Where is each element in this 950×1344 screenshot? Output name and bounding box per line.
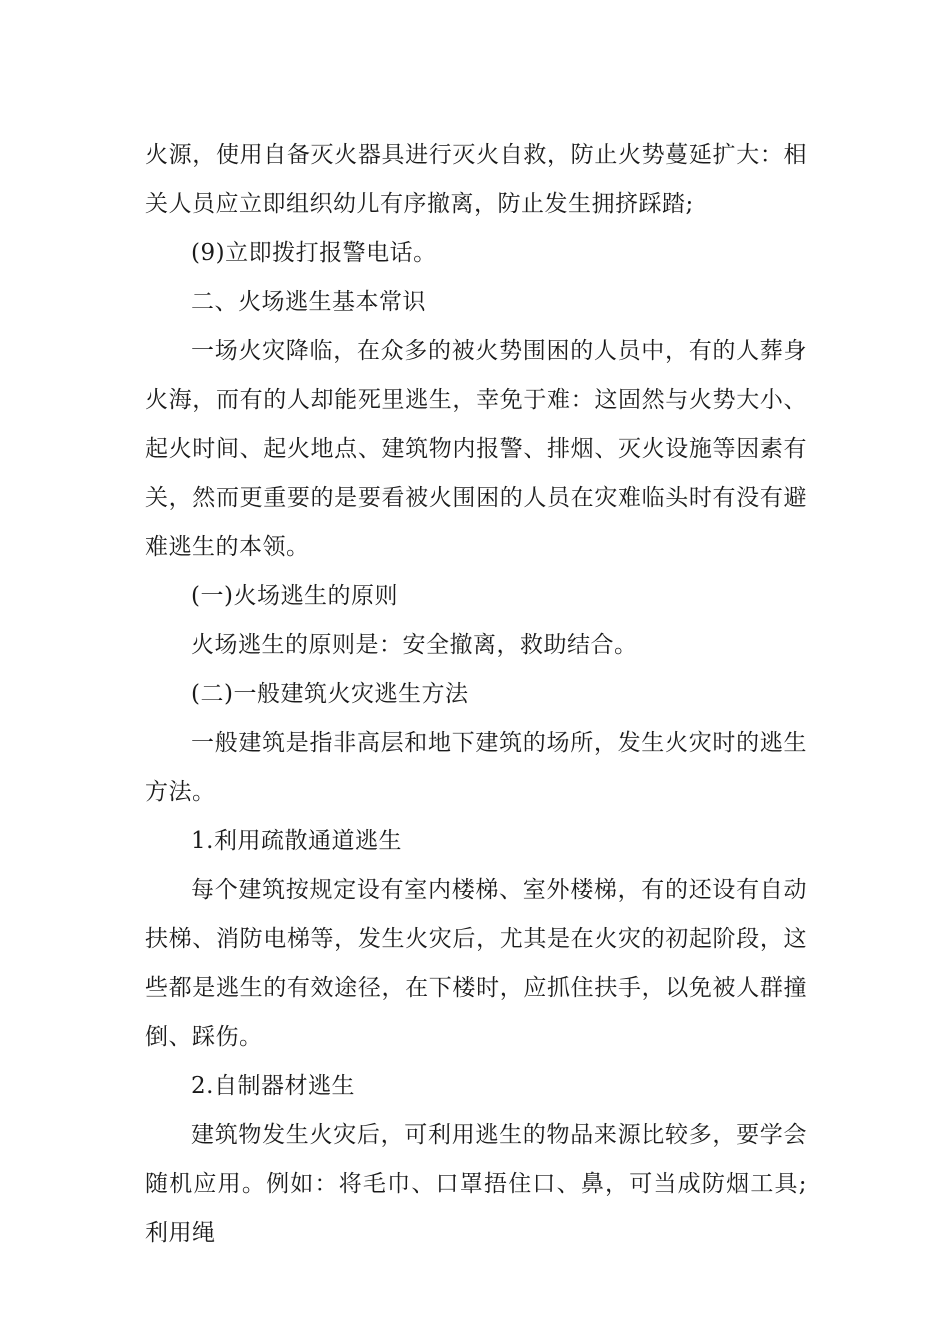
paragraph-improvised-equipment: 建筑物发生火灾后，可利用逃生的物品来源比较多，要学会随机应用。例如：将毛巾、口罩捂住口、鼻，可当成防烟工具;利用绳 xyxy=(145,1122,807,1246)
subheading-general-building-escape: (二)一般建筑火灾逃生方法 xyxy=(191,681,469,707)
section-heading-fire-escape-basics: 二、火场逃生基本常识 xyxy=(191,289,426,315)
paragraph-fire-source-continuation: 火源，使用自备灭火器具进行灭火自救，防止火势蔓延扩大：相关人员应立即组织幼儿有序撤离，防止发生拥挤踩踏; xyxy=(145,142,807,217)
paragraph-general-building-definition: 一般建筑是指非高层和地下建筑的场所，发生火灾时的逃生方法。 xyxy=(145,730,807,805)
subheading-improvised-equipment: 2.自制器材逃生 xyxy=(191,1073,355,1099)
subheading-evacuation-passage: 1.利用疏散通道逃生 xyxy=(191,828,402,854)
paragraph-call-alarm: (9)立即拨打报警电话。 xyxy=(191,240,437,266)
paragraph-fire-escape-intro: 一场火灾降临，在众多的被火势围困的人员中，有的人葬身火海，而有的人却能死里逃生，幸免于难：这固然与火势大小、起火时间、起火地点、建筑物内报警、排烟、灭火设施等因素有关，然而更重要的是要看被火围困的人员在灾难临头时有没有避难逃生的本领。 xyxy=(145,338,807,560)
subheading-escape-principle: (一)火场逃生的原则 xyxy=(191,583,398,609)
paragraph-evacuation-passage: 每个建筑按规定设有室内楼梯、室外楼梯，有的还设有自动扶梯、消防电梯等，发生火灾后，尤其是在火灾的初起阶段，这些都是逃生的有效途径，在下楼时，应抓住扶手，以免被人群撞倒、踩伤。 xyxy=(145,877,807,1050)
paragraph-escape-principle: 火场逃生的原则是：安全撤离，救助结合。 xyxy=(191,632,638,658)
document-body xyxy=(145,131,807,1258)
